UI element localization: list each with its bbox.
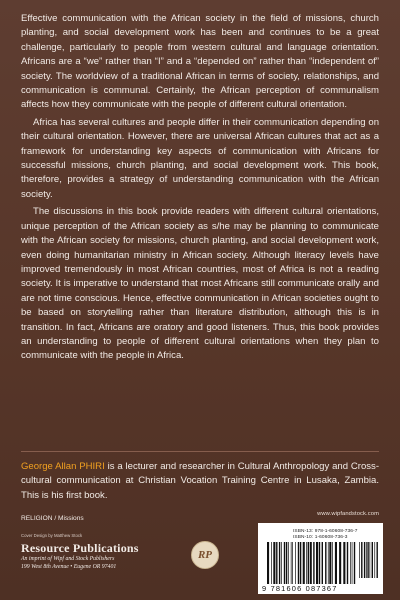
- blurb: [21, 12, 379, 367]
- divider: [21, 451, 379, 452]
- isbn-10: ISBN-10: 1-60608-736-3: [293, 535, 348, 540]
- blurb-paragraph-1: Effective communication with the African society in the field of missions, church planting, and social development work has been and continues to be a great challenge, particularly to people from western cultural and language orientation. Africans are a “we” rather than “I” and a “depended on” rather than “independent of” society. The worldview of a traditional African in terms of society, relationships, and communication is communal. Certainly, the African perception of communalism affects how they communicate with the people of different cultural orientation.: [21, 13, 379, 111]
- barcode: [258, 523, 383, 594]
- publisher-block: [21, 542, 196, 572]
- blurb-paragraph-2: Africa has several cultures and people differ in their communication depending on their cultural orientation. However, there are universal African cultures that act as a framework for understanding key aspects of communication with Africans for successful missions, church planting, and social development work. This book, therefore, provides a strategy of understanding communication with the African society.: [21, 116, 379, 200]
- category-label: RELIGION / Missions: [21, 515, 84, 522]
- publisher-imprint: An imprint of Wipf and Stock Publishers: [21, 556, 115, 562]
- publisher-name: Resource Publications: [21, 541, 139, 555]
- publisher-website: www.wipfandstock.com: [317, 511, 379, 517]
- publisher-logo-icon: RP: [191, 541, 219, 569]
- ean-addon-bars: [359, 542, 379, 578]
- blurb-paragraph-3: The discussions in this book provide readers with different cultural orientations, unique perception of the African society as s/he may be planning to communicate with the African society for missions, church planting, and social development work, even doing humanitarian ministry in African society. Although literacy levels have improved tremendously in most African countries, most of Africa is not a reading society. It is imperative to understand that most Africans still communicate orally and are not time conscious. Hence, effective communication in African societies ought to be based on storytelling rather than literature distribution, although this is in transition. In fact, Africans are oratory and good listeners. Thus, this book provides an understanding to people of different cultural orientations when they plan to communicate with the people in Africa.: [21, 206, 379, 362]
- cover-design-credit: Cover Design by Matthew Stock: [21, 533, 83, 538]
- author-bio: [21, 460, 379, 503]
- publisher-address: 199 West 8th Avenue • Eugene OR 97401: [21, 564, 117, 571]
- barcode-digits: 9 781606 087367: [262, 584, 338, 593]
- ean-bars: [267, 542, 357, 584]
- isbn-13: ISBN-13: 978-1-60608-736-7: [293, 529, 358, 534]
- author-bio-text: is a lecturer and researcher in Cultural Anthropology and Cross-cultural communication at Christian Vocation Training Centre in Lusaka, Zambia. This is his first book.: [21, 461, 379, 501]
- author-name: George Allan PHIRI: [21, 461, 105, 472]
